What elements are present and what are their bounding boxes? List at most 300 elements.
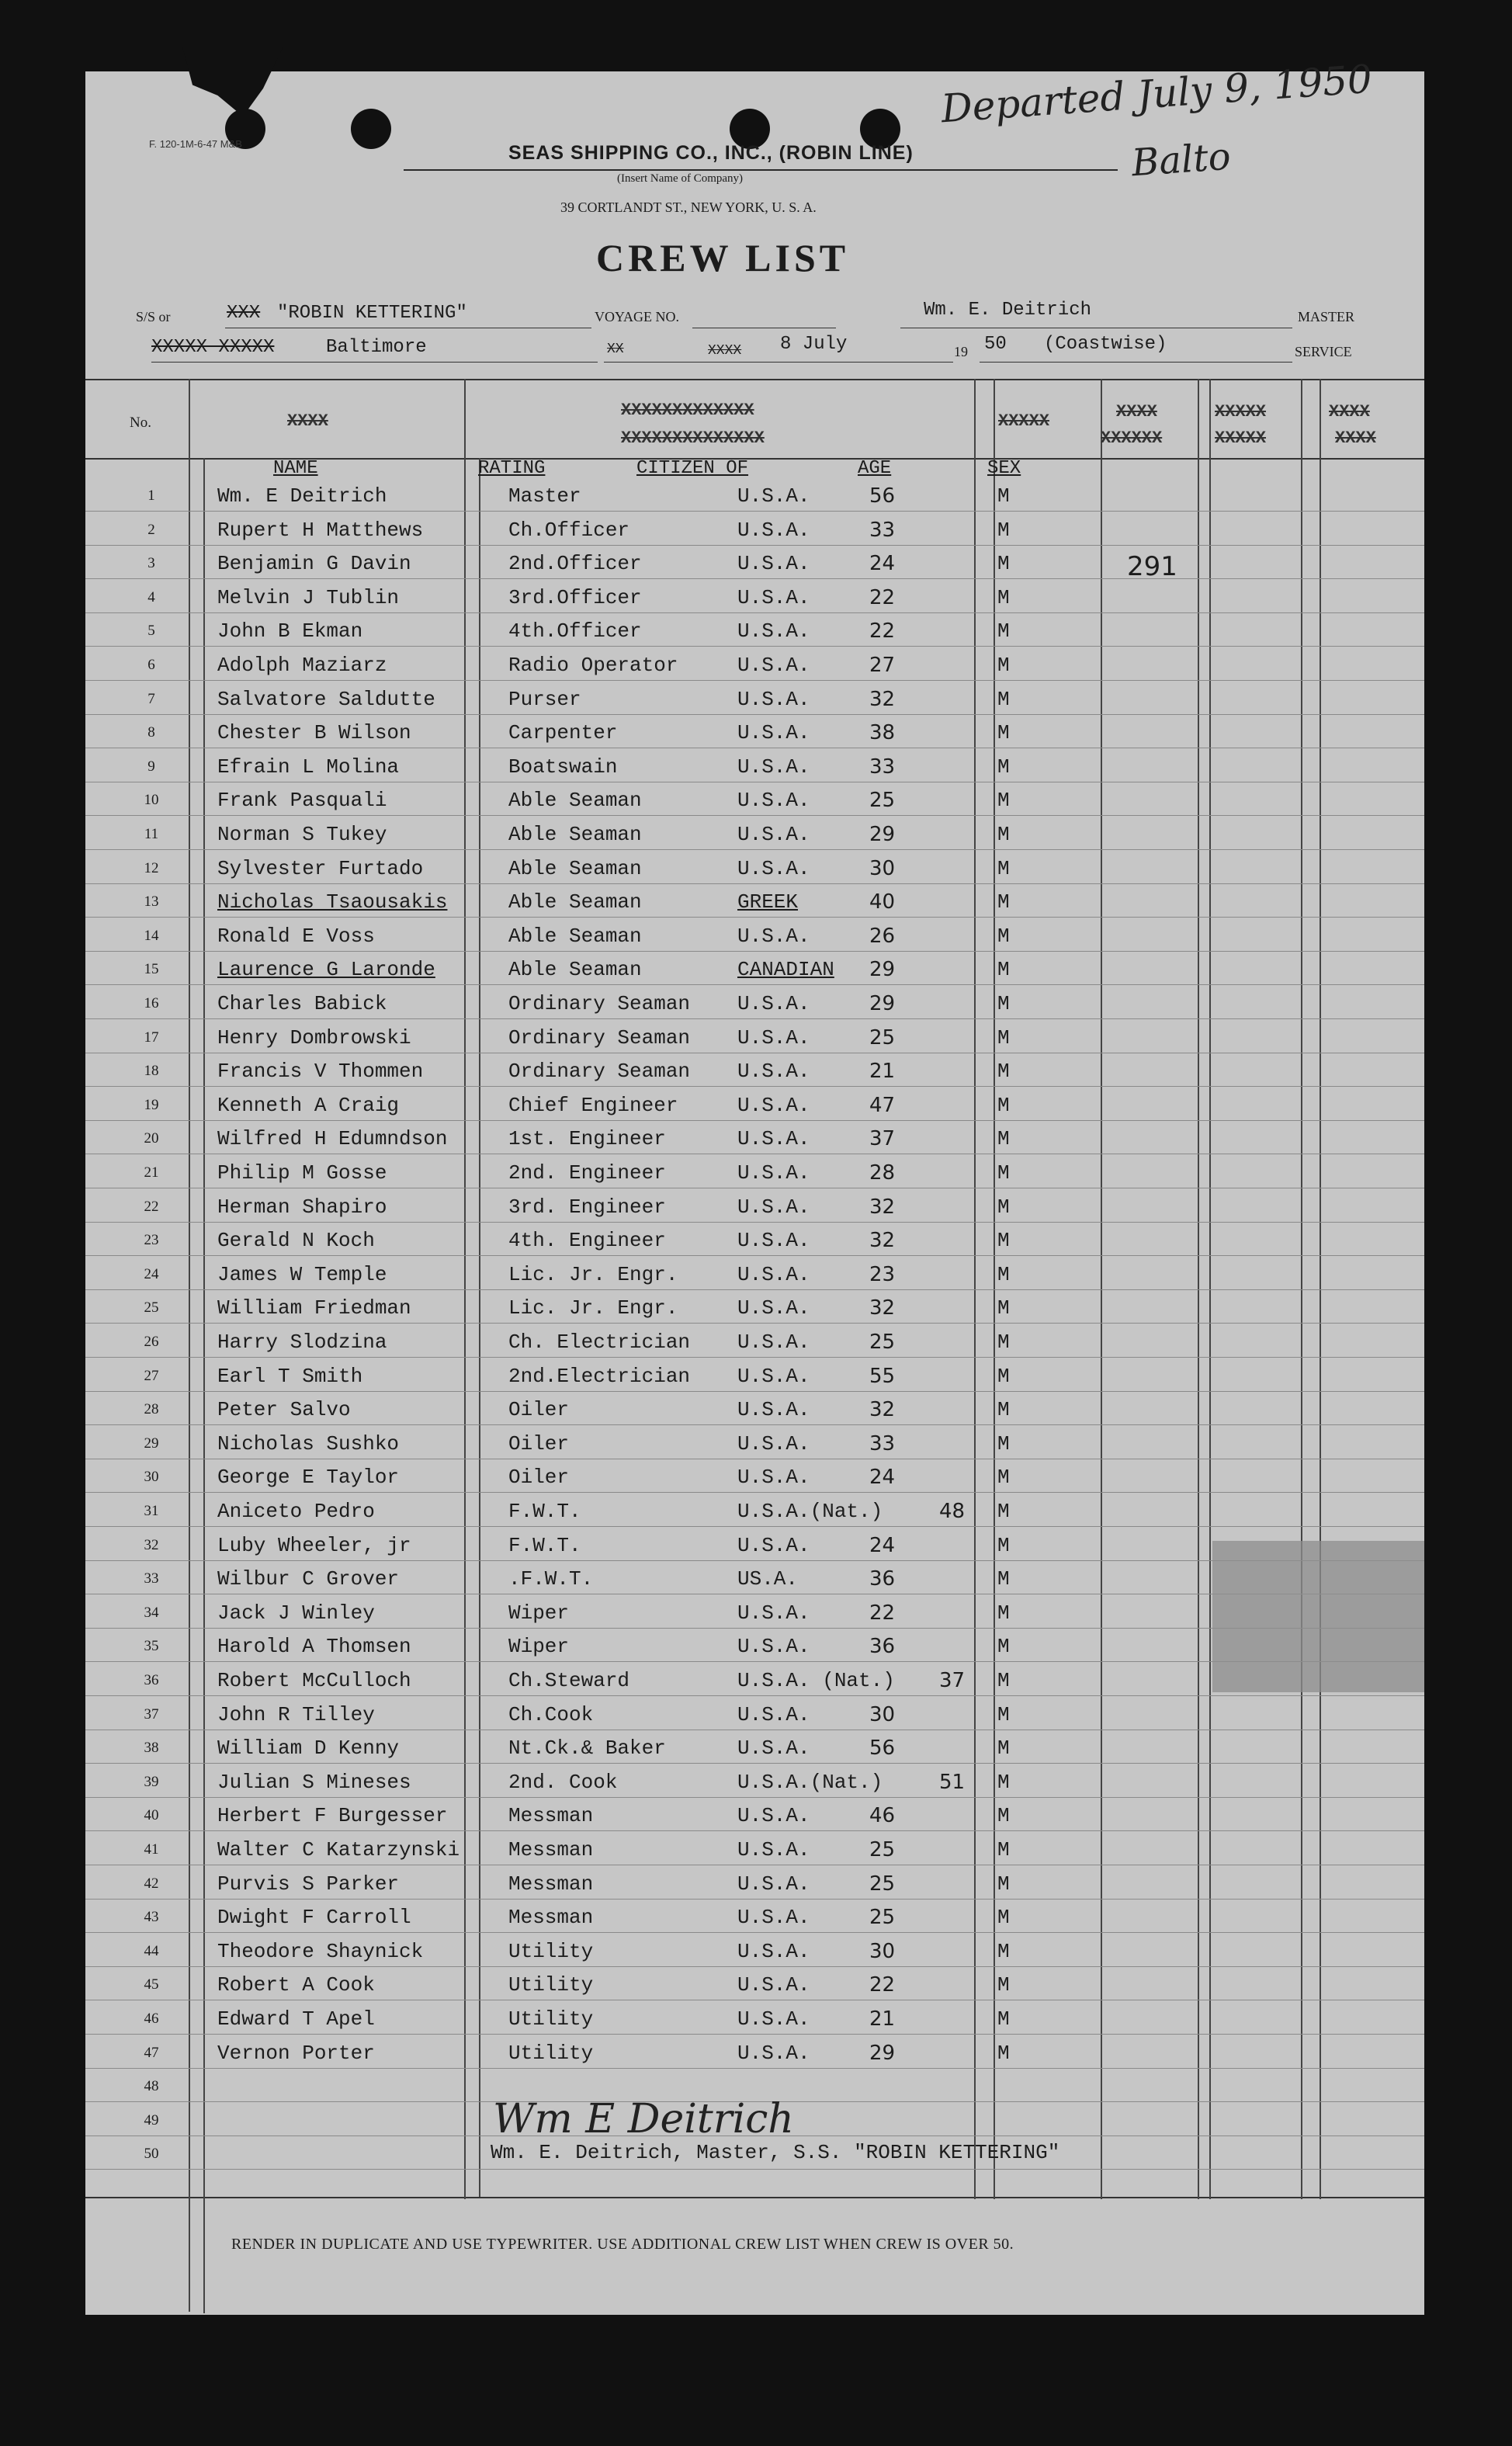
table-row: [85, 1055, 1424, 1088]
crew-name: George E Taylor: [217, 1466, 400, 1489]
row-number: 2: [147, 522, 155, 538]
table-row: [85, 1157, 1424, 1190]
row-number: 39: [144, 1774, 159, 1790]
header-citizen: CITIZEN OF: [636, 458, 749, 479]
crew-rating: Utility: [508, 2007, 594, 2031]
crew-name: Frank Pasquali: [217, 789, 387, 812]
crew-sex: M: [997, 1534, 1010, 1557]
row-number: 44: [144, 1943, 159, 1959]
row-number: 42: [144, 1875, 159, 1892]
crew-age: 40: [869, 890, 896, 914]
crew-rating: Able Seaman: [508, 958, 642, 981]
crew-sex: M: [997, 1669, 1010, 1692]
crew-citizenship: U.S.A.: [737, 1127, 810, 1150]
table-row: [85, 1428, 1424, 1461]
crew-citizenship: U.S.A.: [737, 1466, 810, 1489]
row-number: 24: [144, 1266, 159, 1282]
crew-rating: Chief Engineer: [508, 1094, 678, 1117]
crew-rating: Lic. Jr. Engr.: [508, 1263, 678, 1286]
row-number: 6: [147, 657, 155, 673]
crew-citizenship: U.S.A.: [737, 1195, 810, 1219]
crew-name: Herman Shapiro: [217, 1195, 387, 1219]
row-number: 40: [144, 1807, 159, 1823]
crew-age: 25: [869, 1026, 896, 1050]
crew-rating: Ordinary Seaman: [508, 1060, 691, 1083]
table-row: [85, 886, 1424, 919]
crew-name: Adolph Maziarz: [217, 654, 387, 677]
col-header-no: No.: [130, 415, 151, 431]
crew-citizenship: U.S.A.(Nat.): [737, 1500, 883, 1523]
header-sex: SEX: [987, 458, 1021, 479]
crew-sex: M: [997, 1365, 1010, 1388]
crew-rating: Messman: [508, 1804, 594, 1827]
ship-name: "ROBIN KETTERING": [277, 303, 467, 324]
crew-name: James W Temple: [217, 1263, 387, 1286]
crew-sex: M: [997, 992, 1010, 1015]
crew-rating: .F.W.T.: [508, 1567, 594, 1591]
crew-sex: M: [997, 552, 1010, 575]
service-type: (Coastwise): [1044, 334, 1167, 355]
table-row: [85, 1732, 1424, 1765]
crew-name: Edward T Apel: [217, 2007, 375, 2031]
crew-citizenship: U.S.A.: [737, 654, 810, 677]
crew-citizenship: CANADIAN: [737, 958, 834, 981]
crew-sex: M: [997, 755, 1010, 779]
port-name: Baltimore: [326, 337, 427, 358]
crew-rating: Wiper: [508, 1635, 570, 1658]
crew-rating: Messman: [508, 1906, 594, 1929]
row-number: 17: [144, 1029, 159, 1046]
crew-sex: M: [997, 1466, 1010, 1489]
crew-rating: Radio Operator: [508, 654, 678, 677]
crew-rating: Oiler: [508, 1398, 570, 1421]
crew-citizenship: U.S.A.: [737, 519, 810, 542]
crew-age: 28: [869, 1161, 896, 1185]
crew-citizenship: U.S.A.: [737, 992, 810, 1015]
crew-name: Sylvester Furtado: [217, 857, 424, 880]
table-row: [85, 1461, 1424, 1494]
row-number: 31: [144, 1503, 159, 1519]
crew-citizenship: US.A.: [737, 1567, 799, 1591]
crew-name: Vernon Porter: [217, 2042, 375, 2065]
struck-mark: XX: [607, 342, 624, 357]
crew-rating: Able Seaman: [508, 857, 642, 880]
col-header-struck: XXXX: [1116, 402, 1157, 422]
form-number: F. 120-1M-6-47 M&B: [149, 138, 242, 150]
col-header-struck: XXXX: [1335, 428, 1376, 448]
row-number: 28: [144, 1401, 159, 1417]
table-row: [85, 547, 1424, 581]
crew-age: 22: [869, 586, 896, 609]
crew-rating: Oiler: [508, 1466, 570, 1489]
crew-age: 22: [869, 619, 896, 643]
crew-citizenship: U.S.A.: [737, 1872, 810, 1896]
crew-citizenship: U.S.A.: [737, 1296, 810, 1320]
service-label: SERVICE: [1295, 344, 1352, 359]
crew-name: Purvis S Parker: [217, 1872, 400, 1896]
crew-sex: M: [997, 1229, 1010, 1252]
crew-name: Norman S Tukey: [217, 823, 387, 846]
year-prefix: 19: [954, 344, 968, 359]
table-row: [85, 751, 1424, 784]
crew-age: 29: [869, 992, 896, 1015]
crew-age: 29: [869, 2042, 896, 2065]
row-number: 36: [144, 1672, 159, 1688]
col-header-struck: XXXXX: [1215, 428, 1267, 448]
crew-rating: 1st. Engineer: [508, 1127, 666, 1150]
crew-sex: M: [997, 1296, 1010, 1320]
crew-citizenship: U.S.A.: [737, 1534, 810, 1557]
row-number: 19: [144, 1097, 159, 1113]
table-row: [85, 649, 1424, 682]
crew-age: 25: [869, 1906, 896, 1929]
crew-rating: Wiper: [508, 1601, 570, 1625]
crew-citizenship: U.S.A.: [737, 1060, 810, 1083]
company-note: (Insert Name of Company): [617, 172, 744, 185]
row-number: 29: [144, 1435, 159, 1452]
crew-name: Nicholas Tsaousakis: [217, 890, 448, 914]
crew-sex: M: [997, 484, 1010, 508]
crew-sex: M: [997, 1263, 1010, 1286]
crew-age: 25: [869, 1331, 896, 1354]
crew-rating: 2nd.Electrician: [508, 1365, 691, 1388]
table-row: [85, 920, 1424, 953]
crew-sex: M: [997, 1736, 1010, 1760]
table-row: [85, 1901, 1424, 1934]
crew-age: 37: [869, 1127, 896, 1150]
crew-name: Philip M Gosse: [217, 1161, 387, 1185]
crew-age: 33: [869, 755, 896, 779]
crew-sex: M: [997, 619, 1010, 643]
crew-name: Peter Salvo: [217, 1398, 351, 1421]
col-header-struck: XXXXXXXXXXXXXX: [621, 428, 765, 448]
crew-rating: Oiler: [508, 1432, 570, 1455]
crew-rating: F.W.T.: [508, 1500, 581, 1523]
company-underline: [404, 169, 1118, 171]
crew-rating: F.W.T.: [508, 1534, 581, 1557]
crew-name: Laurence G Laronde: [217, 958, 435, 981]
crew-sex: M: [997, 688, 1010, 711]
row-number: 12: [144, 860, 159, 876]
crew-rating: Able Seaman: [508, 789, 642, 812]
crew-citizenship: GREEK: [737, 890, 799, 914]
crew-age: 47: [869, 1094, 896, 1117]
row-number: 25: [144, 1299, 159, 1316]
crew-rating: Master: [508, 484, 581, 508]
crew-rating: Able Seaman: [508, 890, 642, 914]
crew-sex: M: [997, 1398, 1010, 1421]
service-line: [980, 362, 1292, 363]
crew-rating: Messman: [508, 1838, 594, 1861]
crew-age: 32: [869, 1296, 896, 1320]
table-row: [85, 514, 1424, 547]
row-number: 37: [144, 1706, 159, 1723]
crew-sex: M: [997, 1432, 1010, 1455]
crew-citizenship: U.S.A.: [737, 1703, 810, 1726]
company-name: SEAS SHIPPING CO., INC., (ROBIN LINE): [508, 142, 914, 164]
row-number: 45: [144, 1976, 159, 1993]
col-header-struck: XXXXXX: [1101, 428, 1163, 448]
voyage-label: VOYAGE NO.: [595, 309, 679, 324]
row-number: 8: [147, 724, 155, 741]
crew-rating: 2nd.Officer: [508, 552, 642, 575]
row-number: 10: [144, 792, 159, 808]
master-name: Wm. E. Deitrich: [924, 300, 1092, 321]
crew-name: Robert A Cook: [217, 1973, 375, 1997]
table-row: [85, 852, 1424, 886]
crew-age: 32: [869, 1229, 896, 1252]
crew-rating: Utility: [508, 2042, 594, 2065]
crew-citizenship: U.S.A.: [737, 1398, 810, 1421]
date-line: [604, 362, 953, 363]
crew-rating: Ordinary Seaman: [508, 992, 691, 1015]
crew-sex: M: [997, 1940, 1010, 1963]
row-number: 9: [147, 758, 155, 775]
table-row: [85, 1495, 1424, 1528]
crew-rating: Lic. Jr. Engr.: [508, 1296, 678, 1320]
crew-rating: Ch.Cook: [508, 1703, 594, 1726]
table-row: [85, 1766, 1424, 1799]
crew-age: 51: [939, 1771, 966, 1794]
row-number: 47: [144, 2045, 159, 2061]
crew-rating: Utility: [508, 1940, 594, 1963]
crew-citizenship: U.S.A.(Nat.): [737, 1771, 883, 1794]
table-row: [85, 2003, 1424, 2036]
crew-name: Nicholas Sushko: [217, 1432, 400, 1455]
row-number: 26: [144, 1334, 159, 1350]
crew-sex: M: [997, 1973, 1010, 1997]
crew-age: 56: [869, 484, 896, 508]
table-row: [85, 1834, 1424, 1867]
header-name: NAME: [273, 458, 318, 479]
signature-line: Wm. E. Deitrich, Master, S.S. "ROBIN KETTERING": [491, 2141, 1060, 2164]
crew-name: Robert McCulloch: [217, 1669, 411, 1692]
crew-citizenship: U.S.A.: [737, 2042, 810, 2065]
col-header-struck: XXXXXXXXXXXXX: [621, 401, 754, 420]
crew-sex: M: [997, 1635, 1010, 1658]
crew-citizenship: U.S.A.: [737, 857, 810, 880]
crew-name: Salvatore Saldutte: [217, 688, 435, 711]
crew-name: Wm. E Deitrich: [217, 484, 387, 508]
crew-age: 32: [869, 688, 896, 711]
row-number: 13: [144, 893, 159, 910]
crew-sex: M: [997, 857, 1010, 880]
crew-age: 22: [869, 1601, 896, 1625]
crew-sex: M: [997, 2042, 1010, 2065]
crew-citizenship: U.S.A.: [737, 1601, 810, 1625]
crew-sex: M: [997, 1500, 1010, 1523]
crew-name: Efrain L Molina: [217, 755, 400, 779]
crew-name: Wilfred H Edumndson: [217, 1127, 448, 1150]
header-rating: RATING: [478, 458, 546, 479]
crew-rating: Nt.Ck.& Baker: [508, 1736, 666, 1760]
crew-name: William Friedman: [217, 1296, 411, 1320]
row-number: 34: [144, 1605, 159, 1621]
crew-sex: M: [997, 654, 1010, 677]
crew-age: 30: [869, 1940, 896, 1963]
crew-citizenship: U.S.A.: [737, 721, 810, 744]
crew-sex: M: [997, 823, 1010, 846]
crew-name: Francis V Thommen: [217, 1060, 424, 1083]
footer-instructions: RENDER IN DUPLICATE AND USE TYPEWRITER. USE ADDITIONAL CREW LIST WHEN CREW IS OVER 50.: [231, 2236, 1014, 2253]
table-row: [85, 1799, 1424, 1833]
handwritten-departure: Departed July 9, 1950: [939, 56, 1374, 132]
row-number: 46: [144, 2011, 159, 2027]
crew-name: Charles Babick: [217, 992, 387, 1015]
row-number: 21: [144, 1164, 159, 1181]
crew-sex: M: [997, 721, 1010, 744]
crew-sex: M: [997, 1906, 1010, 1929]
crew-name: Dwight F Carroll: [217, 1906, 411, 1929]
crew-citizenship: U.S.A.: [737, 1094, 810, 1117]
crew-citizenship: U.S.A.: [737, 1973, 810, 1997]
crew-age: 29: [869, 823, 896, 846]
table-row: [85, 953, 1424, 987]
crew-rating: Able Seaman: [508, 823, 642, 846]
table-row: [85, 716, 1424, 750]
crew-citizenship: U.S.A.: [737, 2007, 810, 2031]
page-title: CREW LIST: [596, 236, 850, 279]
crew-rating: Ch. Electrician: [508, 1331, 691, 1354]
crew-age: 32: [869, 1195, 896, 1219]
row-number: 32: [144, 1537, 159, 1553]
crew-name: Melvin J Tublin: [217, 586, 400, 609]
company-address: 39 CORTLANDT ST., NEW YORK, U. S. A.: [560, 199, 817, 215]
row-number: 43: [144, 1909, 159, 1925]
crew-citizenship: U.S.A.: [737, 1026, 810, 1050]
crew-age: 27: [869, 654, 896, 677]
crew-name: Wilbur C Grover: [217, 1567, 400, 1591]
table-row: [85, 1191, 1424, 1224]
paper-stain: [1212, 1541, 1424, 1692]
crew-age: 30: [869, 1703, 896, 1726]
crew-name: Ronald E Voss: [217, 925, 375, 948]
table-row: [85, 1258, 1424, 1292]
crew-sex: M: [997, 1703, 1010, 1726]
crew-citizenship: U.S.A.: [737, 1229, 810, 1252]
crew-rating: Boatswain: [508, 755, 618, 779]
crew-citizenship: U.S.A.: [737, 1263, 810, 1286]
crew-sex: M: [997, 1838, 1010, 1861]
table-row: [85, 1022, 1424, 1055]
port-line: [151, 362, 598, 363]
table-row: [85, 1393, 1424, 1427]
crew-sex: M: [997, 1094, 1010, 1117]
crew-rating: 2nd. Engineer: [508, 1161, 666, 1185]
row-number: 5: [147, 623, 155, 639]
crew-citizenship: U.S.A.: [737, 619, 810, 643]
crew-citizenship: U.S.A.: [737, 1804, 810, 1827]
crew-name: Henry Dombrowski: [217, 1026, 411, 1050]
row-number: 22: [144, 1199, 159, 1215]
col-header-struck: XXXX: [1329, 402, 1370, 422]
crew-sex: M: [997, 958, 1010, 981]
crew-age: 38: [869, 721, 896, 744]
crew-name: John R Tilley: [217, 1703, 375, 1726]
crew-citizenship: U.S.A.: [737, 1432, 810, 1455]
row-number: 1: [147, 487, 155, 504]
crew-sex: M: [997, 925, 1010, 948]
crew-age: 25: [869, 1872, 896, 1896]
crew-citizenship: U.S.A.: [737, 789, 810, 812]
crew-age: 37: [939, 1669, 966, 1692]
row-number: 30: [144, 1469, 159, 1485]
row-number: 49: [144, 2112, 159, 2129]
crew-rating: Ch.Steward: [508, 1669, 630, 1692]
crew-citizenship: U.S.A.: [737, 688, 810, 711]
crew-age: 21: [869, 2007, 896, 2031]
crew-citizenship: U.S.A.: [737, 755, 810, 779]
table-row: [85, 1224, 1424, 1258]
table-row: [85, 1089, 1424, 1122]
crew-age: 29: [869, 958, 896, 981]
row-number: 3: [147, 555, 155, 571]
crew-age: 23: [869, 1263, 896, 1286]
crew-citizenship: U.S.A.: [737, 1906, 810, 1929]
table-top-border: [85, 379, 1424, 380]
row-number: 38: [144, 1740, 159, 1756]
port-struck-text: XXXXX XXXXX: [151, 337, 275, 358]
crew-age: 25: [869, 789, 896, 812]
crew-sex: M: [997, 1331, 1010, 1354]
crew-sex: M: [997, 1060, 1010, 1083]
crew-citizenship: U.S.A.: [737, 925, 810, 948]
crew-age: 22: [869, 1973, 896, 1997]
margin-number: 291: [1127, 551, 1177, 582]
crew-citizenship: U.S.A.: [737, 552, 810, 575]
row-number: 15: [144, 961, 159, 977]
table-bottom-border: [85, 2197, 1424, 2198]
crew-rating: Carpenter: [508, 721, 618, 744]
row-number: 23: [144, 1232, 159, 1248]
crew-age: 32: [869, 1398, 896, 1421]
crew-name: Julian S Mineses: [217, 1771, 411, 1794]
col-header-struck: XXXX: [287, 411, 328, 431]
crew-name: Theodore Shaynick: [217, 1940, 424, 1963]
crew-sex: M: [997, 2007, 1010, 2031]
row-number: 48: [144, 2078, 159, 2094]
row-number: 33: [144, 1570, 159, 1587]
row-number: 18: [144, 1063, 159, 1079]
row-number: 27: [144, 1368, 159, 1384]
year-suffix: 50: [984, 334, 1007, 355]
col-header-struck: XXXXX: [1215, 402, 1267, 422]
table-row: [85, 987, 1424, 1021]
crew-age: 30: [869, 857, 896, 880]
crew-age: 33: [869, 1432, 896, 1455]
row-number: 4: [147, 589, 155, 605]
table-row: [85, 1868, 1424, 1901]
crew-citizenship: U.S.A.: [737, 1331, 810, 1354]
crew-sex: M: [997, 1127, 1010, 1150]
crew-name: John B Ekman: [217, 619, 363, 643]
table-row: [85, 2037, 1424, 2070]
crew-name: Kenneth A Craig: [217, 1094, 400, 1117]
crew-sex: M: [997, 519, 1010, 542]
crew-name: Jack J Winley: [217, 1601, 375, 1625]
row-number: 41: [144, 1841, 159, 1858]
header-age: AGE: [858, 458, 892, 479]
crew-name: Luby Wheeler, jr: [217, 1534, 411, 1557]
crew-name: Aniceto Pedro: [217, 1500, 375, 1523]
crew-sex: M: [997, 789, 1010, 812]
crew-citizenship: U.S.A.: [737, 823, 810, 846]
crew-rating: Utility: [508, 1973, 594, 1997]
crew-age: 56: [869, 1736, 896, 1760]
crew-rating: 4th. Engineer: [508, 1229, 666, 1252]
table-row: [85, 581, 1424, 615]
crew-age: 24: [869, 1534, 896, 1557]
